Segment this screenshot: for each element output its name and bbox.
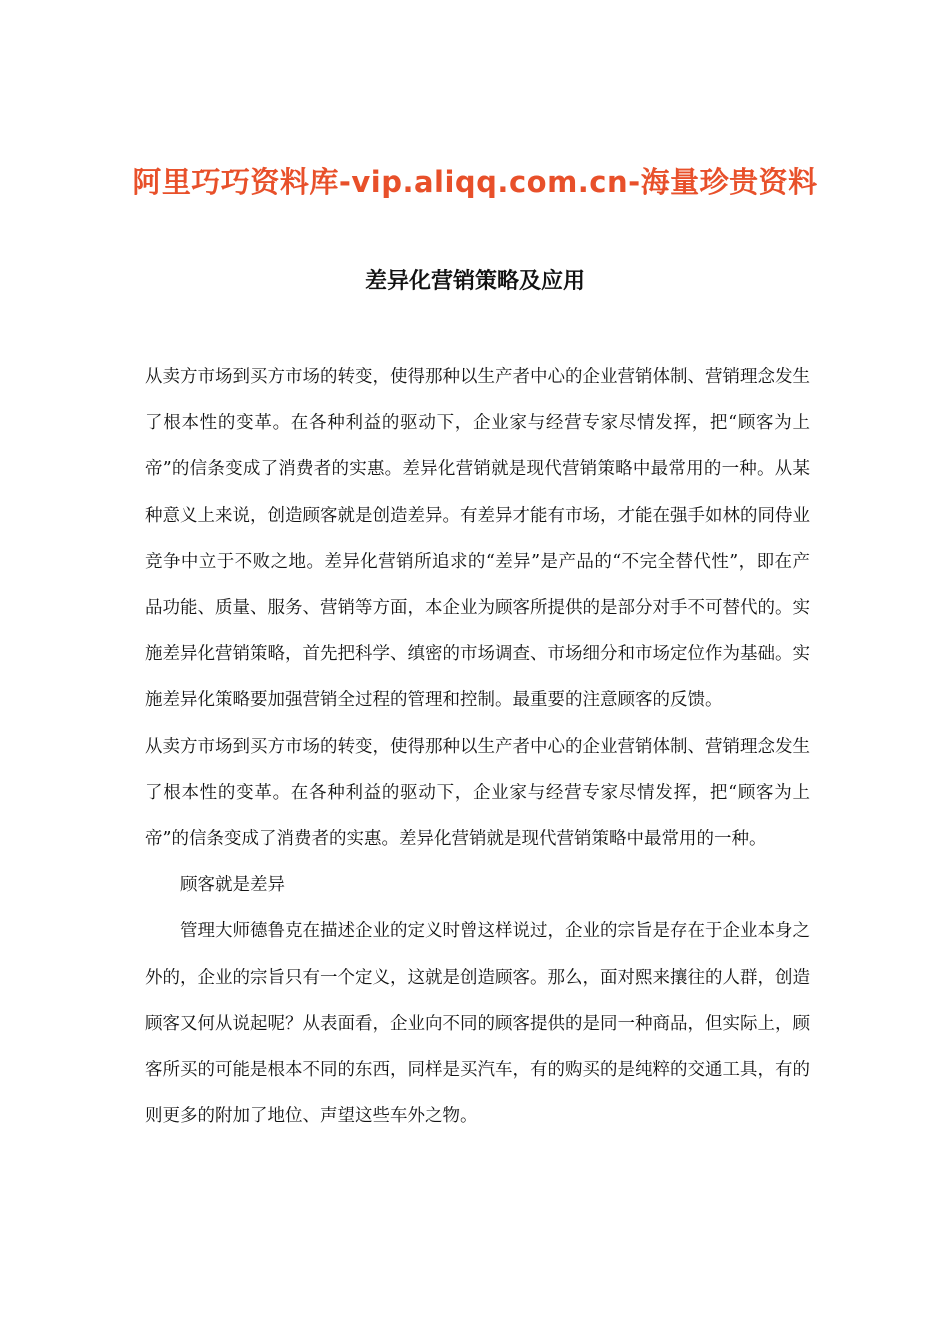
section-heading-customer-difference: 顾客就是差异 <box>180 875 285 896</box>
site-banner: 阿里巧巧资料库-vip.aliqq.com.cn-海量珍贵资料 <box>132 165 818 199</box>
paragraph-intro: 从卖方市场到买方市场的转变，使得那种以生产者中心的企业营销体制、营销理念发生了根本性的变革。在各种利益的驱动下，企业家与经营专家尽情发挥，把“顾客为上帝”的信条变成了消费者的实惠。差异化营销就是现代营销策略中最常用的一种。从某种意义上来说，创造顾客就是创造差异。有差异才能有市场，才能在强手如林的同侍业竞争中立于不败之地。差异化营销所追求的“差异”是产品的“不完全替代性”，即在产品功能、质量、服务、营销等方面，本企业为顾客所提供的是部分对手不可替代的。实施差异化营销策略，首先把科学、缜密的市场调查、市场细分和市场定位作为基础。实施差异化策略要加强营销全过程的管理和控制。最重要的注意顾客的反馈。 <box>145 367 810 711</box>
paragraph-drucker: 管理大师德鲁克在描述企业的定义时曾这样说过，企业的宗旨是存在于企业本身之外的，企业的宗旨只有一个定义，这就是创造顾客。那么，面对熙来攘往的人群，创造顾客又何从说起呢？从表面看，企业向不同的顾客提供的是同一种商品，但实际上，顾客所买的可能是根本不同的东西，同样是买汽车，有的购买的是纯粹的交通工具，有的则更多的附加了地位、声望这些车外之物。 <box>145 921 810 1127</box>
paragraph-intro-repeat: 从卖方市场到买方市场的转变，使得那种以生产者中心的企业营销体制、营销理念发生了根本性的变革。在各种利益的驱动下，企业家与经营专家尽情发挥，把“顾客为上帝”的信条变成了消费者的实惠。差异化营销就是现代营销策略中最常用的一种。 <box>145 736 810 850</box>
document-title: 差异化营销策略及应用 <box>364 268 585 294</box>
document-body <box>145 354 810 1139</box>
